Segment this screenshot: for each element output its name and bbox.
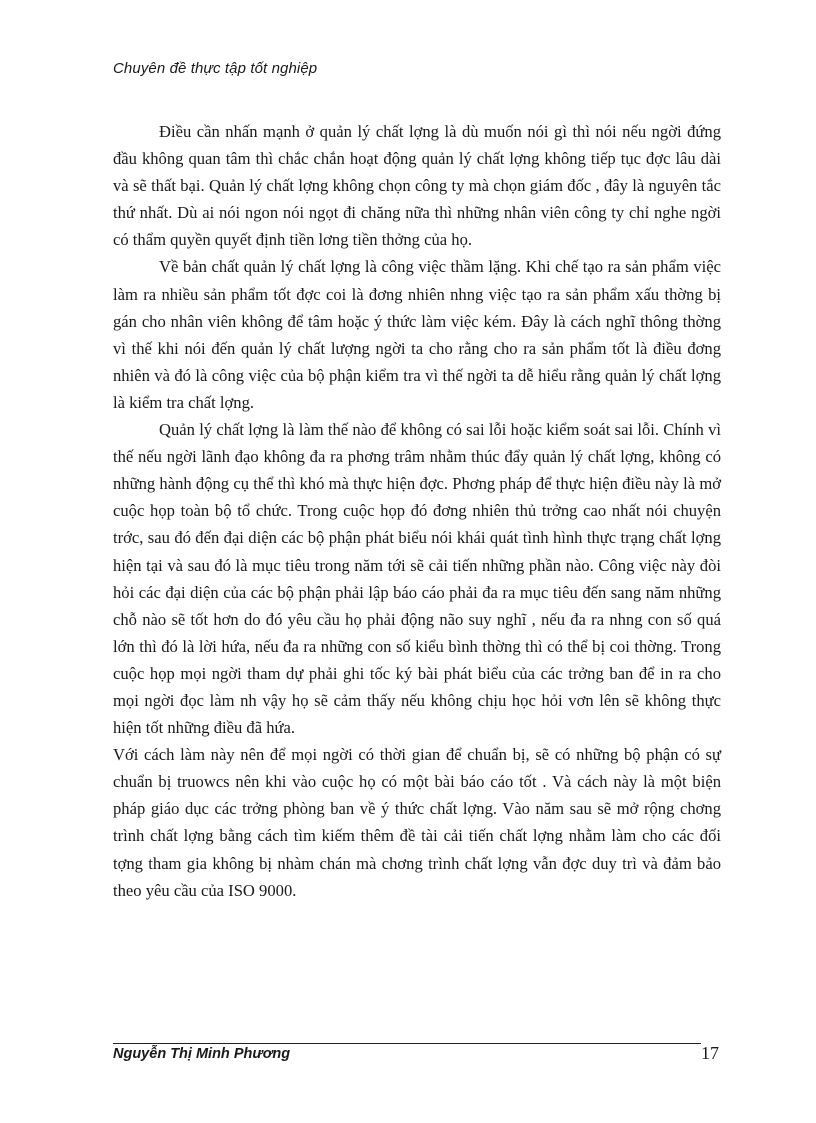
paragraph-1: Điều cần nhấn mạnh ở quản lý chất lợng là dù muốn nói gì thì nói nếu ngời đứng đầu không quan tâm thì chắc chắn hoạt động quản lý chất lợng không tiếp tục đợc lâu dài và sẽ thất bại. Quản lý chất lợng không chọn công ty mà chọn giám đốc , đây là nguyên tắc thứ nhất. Dù ai nói ngon nói ngọt đi chăng nữa thì những nhân viên công ty chỉ nghe ngời có thẩm quyền quyết định tiền lơng tiền thởng của họ. — [113, 122, 721, 250]
page-header-title: Chuyên đề thực tập tốt nghiệp — [113, 60, 318, 77]
footer-author: Nguyễn Thị Minh Phương — [113, 1046, 291, 1062]
paragraph-4: Với cách làm này nên để mọi ngời có thời gian để chuẩn bị, sẽ có những bộ phận có sự chuẩn bị truowcs nên khi vào cuộc họ có một bài báo cáo tốt . Và cách này là một biện pháp giáo dục các trởng phòng ban về ý thức chất lợng. Vào năm sau sẽ mở rộng chơng trình chất lợng bằng cách tìm kiếm thêm đề tài cải tiến chất lợng nhằm làm cho các đối tợng tham gia không bị nhàm chán mà chơng trình chất lợng vẫn đợc duy trì và đảm bảo theo yêu cầu của ISO 9000. — [113, 745, 721, 900]
footer-divider — [113, 1043, 701, 1044]
page-number: 17 — [701, 1043, 719, 1063]
paragraph-3: Quản lý chất lợng là làm thế nào để không có sai lỗi hoặc kiểm soát sai lỗi. Chính vì thế nếu ngời lãnh đạo không đa ra phơng trâm nhằm thúc đẩy quản lý chất lợng, không có những hành động cụ thể thì khó mà thực hiện đợc. Phơng pháp để thực hiện điều này là mở cuộc họp toàn bộ tổ chức. Trong cuộc họp đó đơng nhiên thủ trởng cao nhất nói chuyện trớc, sau đó đến đại diện các bộ phận phát biểu nói khái quát tình hình thực trạng chất lợng hiện tại và sau đó là mục tiêu trong năm tới sẽ cải tiến những phần nào. Công việc này đòi hỏi các đại diện của các bộ phận phải lập báo cáo phải đa ra mục tiêu đến sang năm những chỗ nào sẽ tốt hơn do đó yêu cầu họ phải động não suy nghĩ , nếu đa ra nhng con số quá lớn thì đó là lời hứa, nếu đa ra những con số kiểu bình thờng thì có thể bị coi thờng. Trong cuộc họp mọi ngời tham dự phải ghi tốc ký bài phát biểu của các trởng ban để in ra cho mọi ngời đọc làm nh vậy họ sẽ cảm thấy nếu không chịu học hỏi vơn lên sẽ không thực hiện tốt những điều đã hứa. — [113, 420, 721, 738]
document-body — [113, 118, 721, 904]
paragraph-2: Về bản chất quản lý chất lợng là công việc thầm lặng. Khi chế tạo ra sản phẩm việc làm ra nhiều sản phẩm tốt đợc coi là đơng nhiên nhng việc tạo ra sản phẩm xấu thờng bị gán cho nhân viên không để tâm hoặc ý thức làm việc kém. Đây là cách nghĩ thông thờng vì thế khi nói đến quản lý chất lượng ngời ta cho rằng cho ra sản phẩm tốt là điều đơng nhiên và đó là công việc của bộ phận kiểm tra vì thế ngời ta dễ hiểu rằng quản lý chất lợng là kiểm tra chất lợng. — [113, 257, 721, 412]
